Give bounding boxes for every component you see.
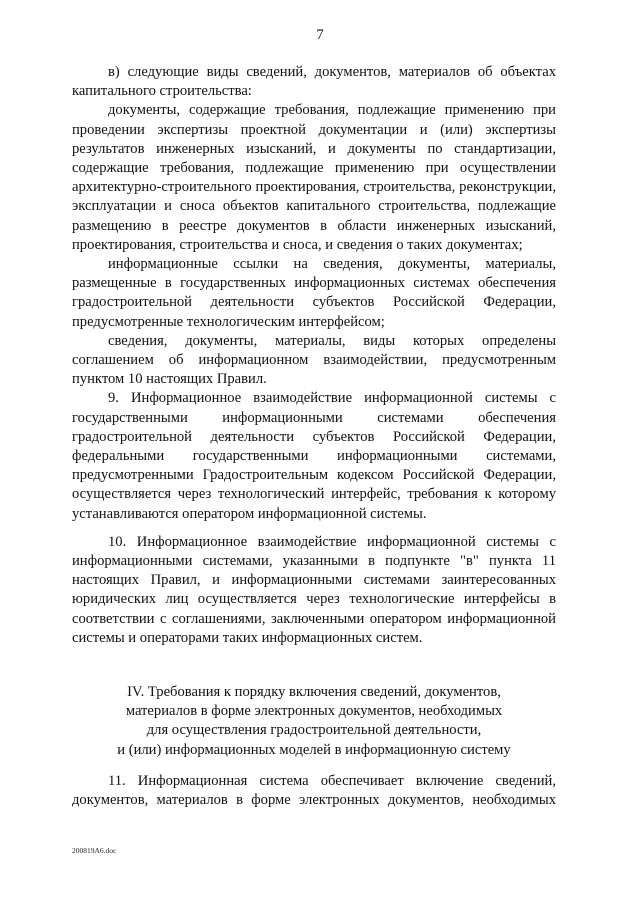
body-text-continued <box>72 772 556 810</box>
heading-line: IV. Требования к порядку включения сведений, документов, <box>127 684 501 700</box>
paragraph-agreement-documents: сведения, документы, материалы, виды которых определены соглашением об информационном взаимодействии, предусмотренным пунктом 10 настоящих Правил. <box>72 332 556 388</box>
paragraph-standards-documents: документы, содержащие требования, подлежащие применению при проведении экспертизы проектной документации и (или) экспертизы результатов инженерных изысканий, и документы по стандартизации, содержащие требования, подлежащие применению при осуществлении архитектурно-строительного проектирования, строительства, реконструкции, эксплуатации и сноса объектов капитального строительства, подлежащие размещению в реестре документов в области инженерных изысканий, проектирования, строительства и сноса, и сведения о таких документах; <box>72 102 556 253</box>
paragraph-information-links: информационные ссылки на сведения, документы, материалы, размещенные в государственных информационных системах обеспечения градостроительной деятельности субъектов Российской Федерации, предусмотренные технологическим интерфейсом; <box>72 256 556 330</box>
heading-line: для осуществления градостроительной деятельности, <box>146 722 482 739</box>
body-text <box>72 63 556 648</box>
paragraph-item-11: 11. Информационная система обеспечивает включение сведений, документов, материалов в форме электронных документов, необходимых <box>72 773 556 809</box>
paragraph-subpoint-v: в) следующие виды сведений, документов, материалов об объектах капитального строительства: <box>72 64 556 100</box>
paragraph-item-9: 9. Информационное взаимодействие информационной системы с государственными информационными системами обеспечения градостроительной деятельности субъектов Российской Федерации, федеральными государственными информационными системами, предусмотренными Градостроительным кодексом Российской Федерации, осуществляется через технологический интерфейс, требования к которому устанавливаются оператором информационной системы. <box>72 390 556 522</box>
paragraph-item-10: 10. Информационное взаимодействие информационной системы с информационными системами, указанными в подпункте "в" пункта 11 настоящих Правил, и информационными системами заинтересованных юридических лиц осуществляется через технологические интерфейсы в соответствии с соглашениями, заключенными оператором информационной системы и операторами таких информационных систем. <box>72 533 556 646</box>
heading-line: материалов в форме электронных документов, необходимых <box>125 703 503 720</box>
page-number: 7 <box>316 27 324 43</box>
section-heading <box>72 683 556 760</box>
heading-line: и (или) информационных моделей в информационную систему <box>117 741 511 758</box>
document-filename: 200819А6.doc <box>72 846 117 855</box>
